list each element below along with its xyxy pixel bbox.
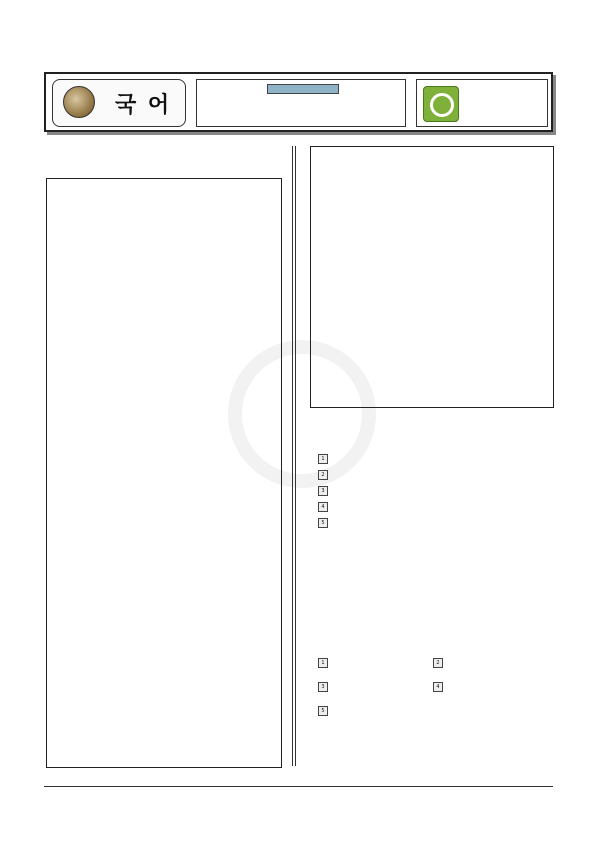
short-choice-3[interactable] (318, 680, 433, 692)
choice-5[interactable] (318, 516, 554, 528)
choice-marker-4: 4 (318, 502, 328, 512)
choice-marker-3: 3 (318, 486, 328, 496)
publisher-logo-box (416, 79, 548, 127)
short-choice-marker-4: 4 (433, 682, 443, 692)
footer-divider (44, 786, 553, 787)
subject-box (52, 79, 186, 127)
choice-marker-1: 1 (318, 454, 328, 464)
left-passage-box (46, 178, 282, 768)
publisher-logo-icon (423, 86, 459, 122)
choice-4[interactable] (318, 500, 554, 512)
right-passage-box (310, 146, 554, 408)
page-header (44, 72, 553, 132)
short-choice-marker-2: 2 (433, 658, 443, 668)
school-emblem-icon (63, 86, 95, 118)
question-2-choices (318, 656, 548, 720)
short-choice-4[interactable] (433, 680, 548, 692)
choice-3[interactable] (318, 484, 554, 496)
subject-title: 국 어 (115, 93, 172, 118)
short-choice-5[interactable] (318, 704, 433, 716)
short-choice-2[interactable] (433, 656, 548, 668)
exam-tag (267, 84, 339, 94)
exam-info-box (196, 79, 406, 127)
short-choice-marker-5: 5 (318, 706, 328, 716)
short-choice-marker-1: 1 (318, 658, 328, 668)
choice-marker-5: 5 (318, 518, 328, 528)
question-1-choices (318, 452, 554, 532)
choice-1[interactable] (318, 452, 554, 464)
short-choice-1[interactable] (318, 656, 433, 668)
choice-marker-2: 2 (318, 470, 328, 480)
choice-2[interactable] (318, 468, 554, 480)
short-choice-marker-3: 3 (318, 682, 328, 692)
column-divider (292, 146, 296, 766)
